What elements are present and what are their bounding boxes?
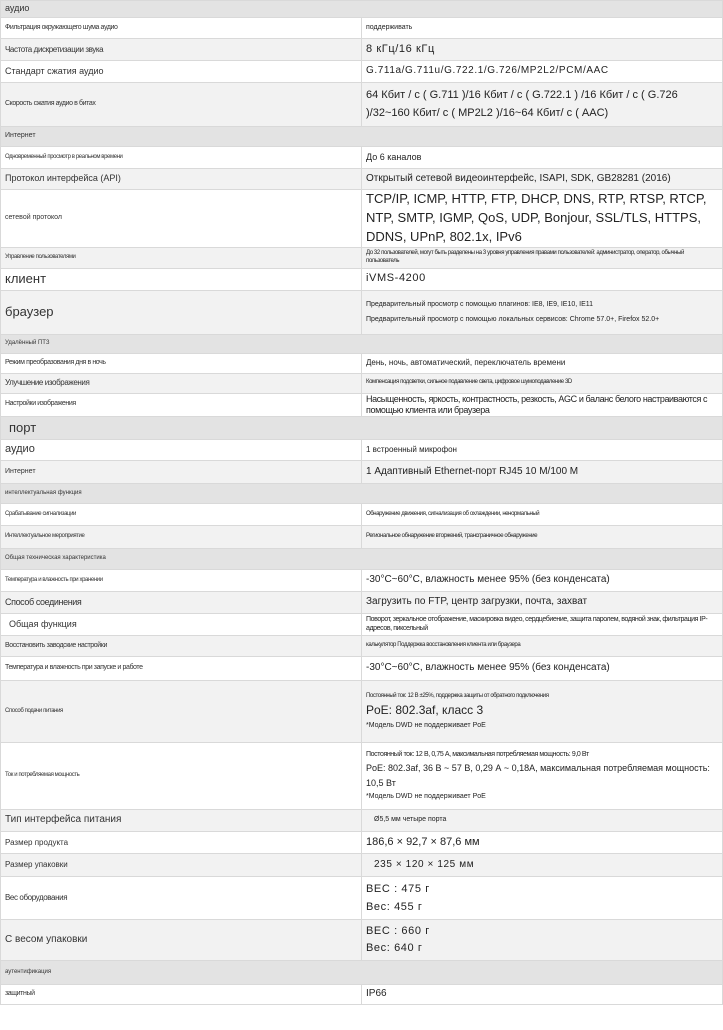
spec-value: поддерживать (362, 18, 723, 39)
spec-label: Общая функция (1, 614, 362, 636)
spec-label: Улучшение изображения (1, 373, 362, 393)
spec-row (1, 353, 723, 373)
spec-row (1, 592, 723, 614)
section-header-general (1, 549, 723, 570)
spec-value: До 32 пользователей, могут быть разделены на 3 уровня управления правами пользователей: администратор, оператор, обычный пользователь (362, 247, 723, 268)
spec-value: Загрузить по FTP, центр загрузки, почта, захват (362, 592, 723, 614)
spec-value: 235 × 120 × 125 мм (362, 854, 723, 877)
spec-value-line: Постоянный ток: 12 В, 0,75 A, максимальная потребляемая мощность: 9,0 Вт (366, 750, 589, 758)
spec-label: Температура и влажность при хранении (1, 570, 362, 592)
spec-row (1, 247, 723, 268)
spec-value: калькулятор Поддержка восстановления клиента или браузера (362, 636, 723, 657)
spec-row (1, 743, 723, 810)
spec-label: Управление пользователями (1, 247, 362, 268)
section-header-smart-functions (1, 484, 723, 504)
section-title: аудио (1, 1, 723, 18)
spec-row (1, 268, 723, 290)
spec-row (1, 570, 723, 592)
spec-row (1, 504, 723, 526)
spec-value-line: Предварительный просмотр с помощью плагинов: IE8, IE9, IE10, IE11 (366, 300, 594, 308)
spec-row (1, 810, 723, 832)
spec-value-line: PoE: 802.3af, класс 3 (366, 703, 484, 718)
section-header-port (1, 417, 723, 440)
spec-label: Ток и потребляемая мощность (1, 743, 362, 810)
spec-label: Фильтрация окружающего шума аудио (1, 18, 362, 39)
section-title: интеллектуальная функция (1, 484, 723, 504)
spec-value-line: Постоянный ток: 12 В ±25%, поддержка защиты от обратного подключения (366, 692, 549, 699)
spec-value: IP66 (362, 985, 723, 1005)
spec-label: Восстановить заводские настройки (1, 636, 362, 657)
spec-label: Тип интерфейса питания (1, 810, 362, 832)
spec-row (1, 920, 723, 961)
spec-label: Интернет (1, 461, 362, 484)
spec-label: Способ подачи питания (1, 681, 362, 743)
spec-value-line: *Модель DWD не поддерживает PoE (366, 722, 486, 730)
spec-row (1, 39, 723, 61)
spec-value: 186,6 × 92,7 × 87,6 мм (362, 832, 723, 854)
spec-value-line: PoE: 802.3af, 36 В ~ 57 В, 0,29 А ~ 0,18А, максимальная потребляемая мощность: 10,5 Вт (366, 762, 710, 789)
spec-row (1, 636, 723, 657)
spec-label: Вес оборудования (1, 877, 362, 920)
spec-value: Компенсация подсветки, сильное подавление света, цифровое шумоподавление 3D (362, 373, 723, 393)
spec-label: Настройки изображения (1, 393, 362, 417)
spec-value: 64 Кбит / с ( G.711 )/16 Кбит / с ( G.722.1 ) /16 Кбит / с ( G.726 )/32~160 Кбит/ с ( MP2L2 )/16~64 Кбит/ с ( AAC) (362, 83, 723, 127)
section-header-certification (1, 961, 723, 985)
spec-label: Режим преобразования дня в ночь (1, 353, 362, 373)
spec-label: Частота дискретизации звука (1, 39, 362, 61)
spec-label: Способ соединения (1, 592, 362, 614)
spec-value: G.711a/G.711u/G.722.1/G.726/MP2L2/PCM/AAC (362, 61, 723, 83)
spec-label: браузер (1, 290, 362, 334)
section-title: Удалённый ПТЗ (1, 334, 723, 353)
spec-value: День, ночь, автоматический, переключатель времени (362, 353, 723, 373)
spec-row (1, 290, 723, 334)
spec-label: Размер упаковки (1, 854, 362, 877)
spec-label: Срабатывание сигнализации (1, 504, 362, 526)
spec-label: Протокол интерфейса (API) (1, 169, 362, 190)
spec-row (1, 877, 723, 920)
section-header-audio (1, 1, 723, 18)
spec-value: TCP/IP, ICMP, HTTP, FTP, DHCP, DNS, RTP, RTSP, RTCP, NTP, SMTP, IGMP, QoS, UDP, Bonjour, SSL/TLS, HTTPS, DDNS, UPnP, 802.1x, IPv6 (362, 190, 723, 248)
spec-label: Одновременный просмотр в реальном времени (1, 147, 362, 169)
spec-row (1, 61, 723, 83)
section-title: аутентификация (1, 961, 723, 985)
spec-row (1, 657, 723, 681)
spec-label: Интеллектуальное мероприятие (1, 526, 362, 549)
spec-row (1, 526, 723, 549)
spec-value-line: Вес: 640 г (366, 942, 423, 955)
spec-value: -30°C~60°C, влажность менее 95% (без конденсата) (362, 570, 723, 592)
spec-label: Скорость сжатия аудио в битах (1, 83, 362, 127)
spec-row (1, 393, 723, 417)
spec-value: Насыщенность, яркость, контрастность, резкость, AGC и баланс белого настраиваются с помощью клиента или браузера (362, 393, 723, 417)
section-header-remote-ptz (1, 334, 723, 353)
spec-value: 1 Адаптивный Ethernet-порт RJ45 10 M/100 M (362, 461, 723, 484)
spec-value: Обнаружение движения, сигнализация об охлаждении, ненормальный (362, 504, 723, 526)
section-header-internet (1, 127, 723, 147)
spec-label: аудио (1, 440, 362, 461)
spec-row (1, 373, 723, 393)
spec-row (1, 614, 723, 636)
spec-row (1, 440, 723, 461)
spec-value-line: ВЕС : 660 г (366, 924, 430, 937)
spec-row (1, 832, 723, 854)
spec-row (1, 18, 723, 39)
spec-value: -30°C~60°C, влажность менее 95% (без конденсата) (362, 657, 723, 681)
spec-label: сетевой протокол (1, 190, 362, 248)
spec-row (1, 169, 723, 190)
spec-row (1, 83, 723, 127)
spec-label: клиент (1, 268, 362, 290)
spec-value: Поворот, зеркальное отображение, маскировка видео, сердцебиение, защита паролем, водяной знак, фильтрация IP-адресов, пиксельный (362, 614, 723, 636)
spec-value: 8 кГц/16 кГц (362, 39, 723, 61)
spec-row (1, 147, 723, 169)
spec-label: защитный (1, 985, 362, 1005)
spec-value-line: Предварительный просмотр с помощью локальных сервисов: Chrome 57.0+, Firefox 52.0+ (366, 316, 660, 324)
spec-label: Температура и влажность при запуске и работе (1, 657, 362, 681)
spec-value: Ø5,5 мм четыре порта (362, 810, 723, 832)
section-title: Общая техническая характеристика (1, 549, 723, 570)
spec-value (362, 877, 723, 920)
spec-row (1, 854, 723, 877)
spec-value (362, 920, 723, 961)
section-title: Интернет (1, 127, 723, 147)
spec-value-line: ВЕС : 475 г (366, 882, 430, 895)
spec-value-line: *Модель DWD не поддерживает PoE (366, 793, 486, 801)
spec-value (362, 681, 723, 743)
spec-value-line: Вес: 455 г (366, 901, 423, 914)
spec-value: Открытый сетевой видеоинтерфейс, ISAPI, SDK, GB28281 (2016) (362, 169, 723, 190)
spec-label: Размер продукта (1, 832, 362, 854)
spec-value: Региональное обнаружение вторжений, трансграничное обнаружение (362, 526, 723, 549)
spec-label: С весом упаковки (1, 920, 362, 961)
spec-value (362, 743, 723, 810)
spec-row (1, 190, 723, 248)
spec-row (1, 985, 723, 1005)
spec-value: До 6 каналов (362, 147, 723, 169)
spec-label: Стандарт сжатия аудио (1, 61, 362, 83)
spec-row (1, 681, 723, 743)
spec-value (362, 290, 723, 334)
spec-row (1, 461, 723, 484)
spec-value: 1 встроенный микрофон (362, 440, 723, 461)
spec-value: iVMS-4200 (362, 268, 723, 290)
section-title: порт (1, 417, 723, 440)
